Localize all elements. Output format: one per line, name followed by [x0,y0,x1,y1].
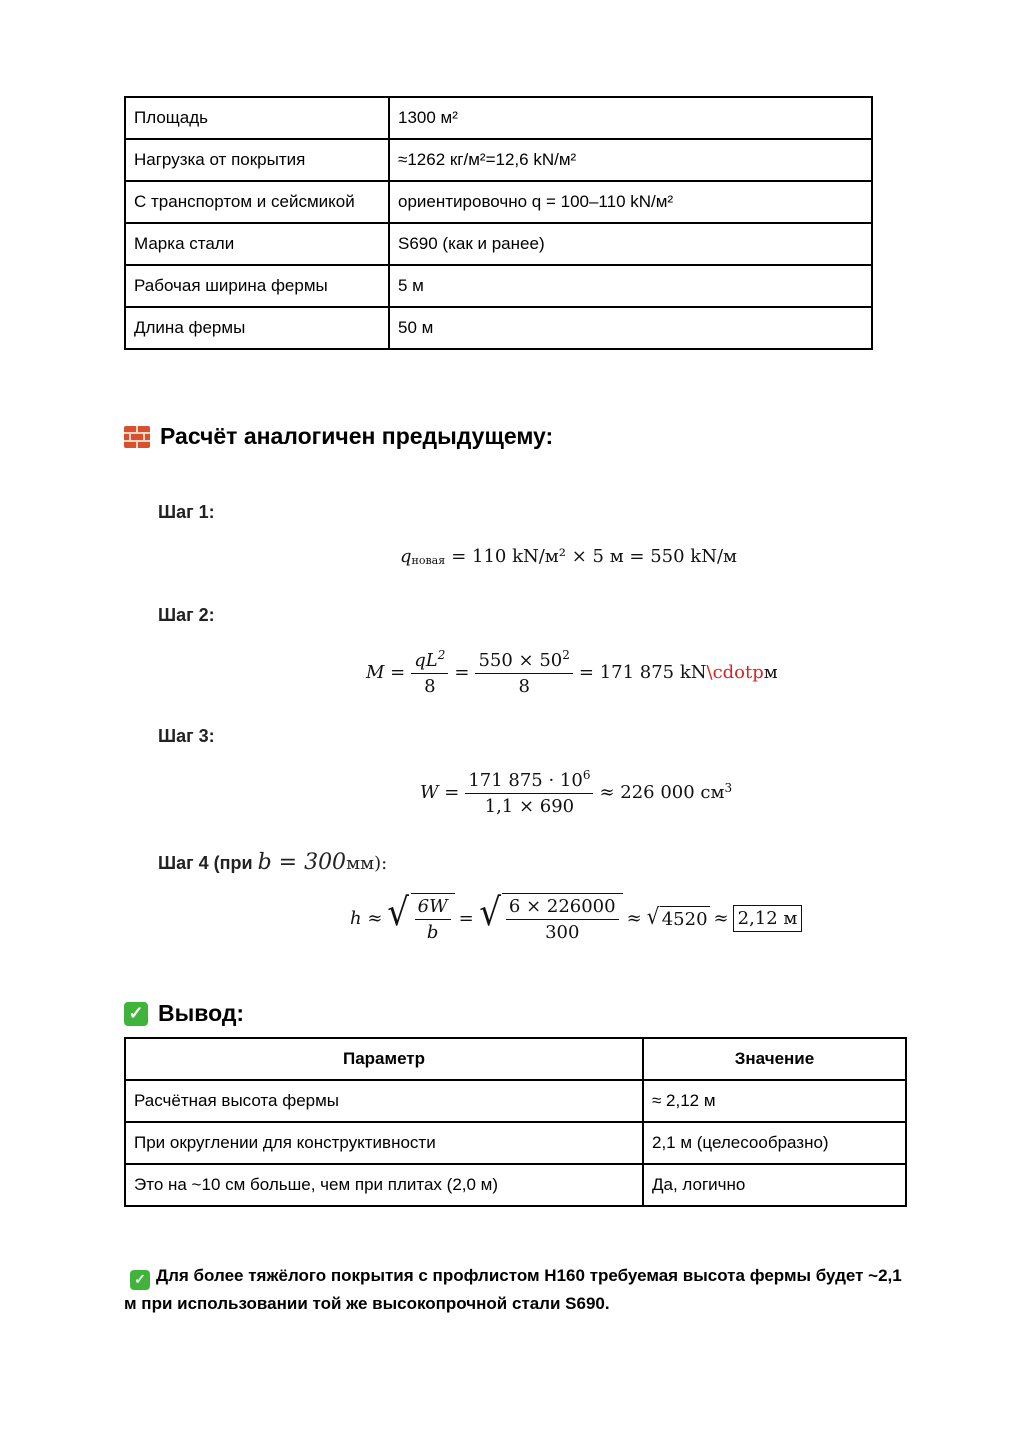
fraction [415,896,451,943]
step-2-label: Шаг 2: [158,605,215,625]
step-3-lhs: W = [420,782,460,803]
step-2-unit: м [763,662,778,683]
table-row [125,1164,906,1206]
fraction-numerator: 6 × 226000 [506,896,619,920]
fraction-numerator: 171 875 · 10 [468,770,583,791]
table-row [125,1080,906,1122]
square-root: √ $\frac{6W}{b}$ [386,893,454,943]
table-header-row [125,1038,906,1080]
table-row [125,1122,906,1164]
fraction-denominator: b [426,922,439,943]
table-row [125,307,872,349]
param-value: 50 м [389,307,872,349]
fraction [506,896,619,943]
param-label: С транспортом и сейсмикой [125,181,389,223]
final-note [124,1262,914,1317]
step-4-lhs: h ≈ [350,907,383,929]
param-label: Рабочая ширина фермы [125,265,389,307]
exponent: 6 [582,768,591,782]
step-1-formula [400,546,737,567]
table-row [125,265,872,307]
exponent: 2 [437,648,446,662]
param-value: S690 (как и ранее) [389,223,872,265]
table-row [125,97,872,139]
table-cell: При округлении для конструктивности [125,1122,643,1164]
param-label: Длина фермы [125,307,389,349]
fraction-denominator: 8 [424,676,436,697]
table-cell: 2,1 м (целесообразно) [643,1122,906,1164]
q-symbol: q [400,546,412,567]
check-icon: ✓ [130,1270,150,1290]
step-2-lhs: M = [366,662,406,683]
table-cell: ≈ 2,12 м [643,1080,906,1122]
fraction-denominator: 300 [545,922,580,943]
square-root: √ $\frac{6 \times 226000}{300}$ [478,893,623,943]
final-note-text: Для более тяжёлого покрытия с профлистом Н160 требуемая высота фермы будет ~2,1 м при использовании той же высокопрочной стали S690. [124,1266,902,1313]
fraction [411,648,448,697]
table-cell: Расчётная высота фермы [125,1080,643,1122]
exponent: 2 [562,648,570,662]
result-table [124,1037,907,1207]
step-4-label-prefix: Шаг 4 (при [158,853,253,873]
calc-heading-text: Расчёт аналогичен предыдущему: [160,423,554,449]
step-3-label: Шаг 3: [158,726,215,746]
parameters-table [124,96,873,350]
param-value: 5 м [389,265,872,307]
step-2-result: = 171 875 kN [578,662,707,683]
column-header: Значение [643,1038,906,1080]
param-value: 1300 м² [389,97,872,139]
step-3-result: ≈ 226 000 см [599,782,725,803]
step-2-formula: M = $\frac{qL^2}{8}$ = $\frac{550 \times 50^2}{8}$ = 171 875 kN \cdotp м [366,648,778,697]
fraction-numerator: 6W [415,896,451,920]
fraction-denominator: 8 [518,676,530,697]
check-icon: ✓ [124,1002,148,1026]
calc-heading [124,423,553,450]
square-root: √ 4520 [646,905,708,930]
table-row [125,139,872,181]
brick-icon [124,426,150,448]
table-cell: Да, логично [643,1164,906,1206]
fraction [475,648,572,697]
boxed-result: 2,12 м [733,905,803,932]
step-3-formula [420,768,732,817]
step-4-label-suffix: мм): [346,853,388,874]
fraction-numerator: qL [414,650,438,671]
radicand: 4520 [660,906,710,930]
fraction-denominator: 1,1 × 690 [484,796,575,817]
param-label: Нагрузка от покрытия [125,139,389,181]
step-4-label-math: b = 300 [257,850,347,875]
exponent: 3 [724,780,733,795]
conclusion-heading-text: Вывод: [158,1000,245,1026]
fraction-numerator: 550 × 50 [478,650,563,671]
latex-error-text: \cdotp [706,662,764,683]
table-row [125,223,872,265]
step-4-formula: h ≈ √ $\frac{6W}{b}$ = √ $\frac{6 \times 226000}{300}$ ≈ √ 4520 ≈ 2,12 м [350,893,802,943]
fraction [465,768,593,817]
step-1-label: Шаг 1: [158,502,215,522]
table-row [125,181,872,223]
step-1-expression: = 110 kN/м² × 5 м = 550 kN/м [451,546,738,567]
param-value: ориентировочно q = 100–110 kN/м² [389,181,872,223]
conclusion-heading [124,1000,244,1027]
table-cell: Это на ~10 см больше, чем при плитах (2,0 м) [125,1164,643,1206]
param-label: Площадь [125,97,389,139]
column-header: Параметр [125,1038,643,1080]
step-4-label [158,850,387,875]
param-value: ≈1262 кг/м²=12,6 kN/м² [389,139,872,181]
param-label: Марка стали [125,223,389,265]
q-subscript: новая [411,554,446,567]
